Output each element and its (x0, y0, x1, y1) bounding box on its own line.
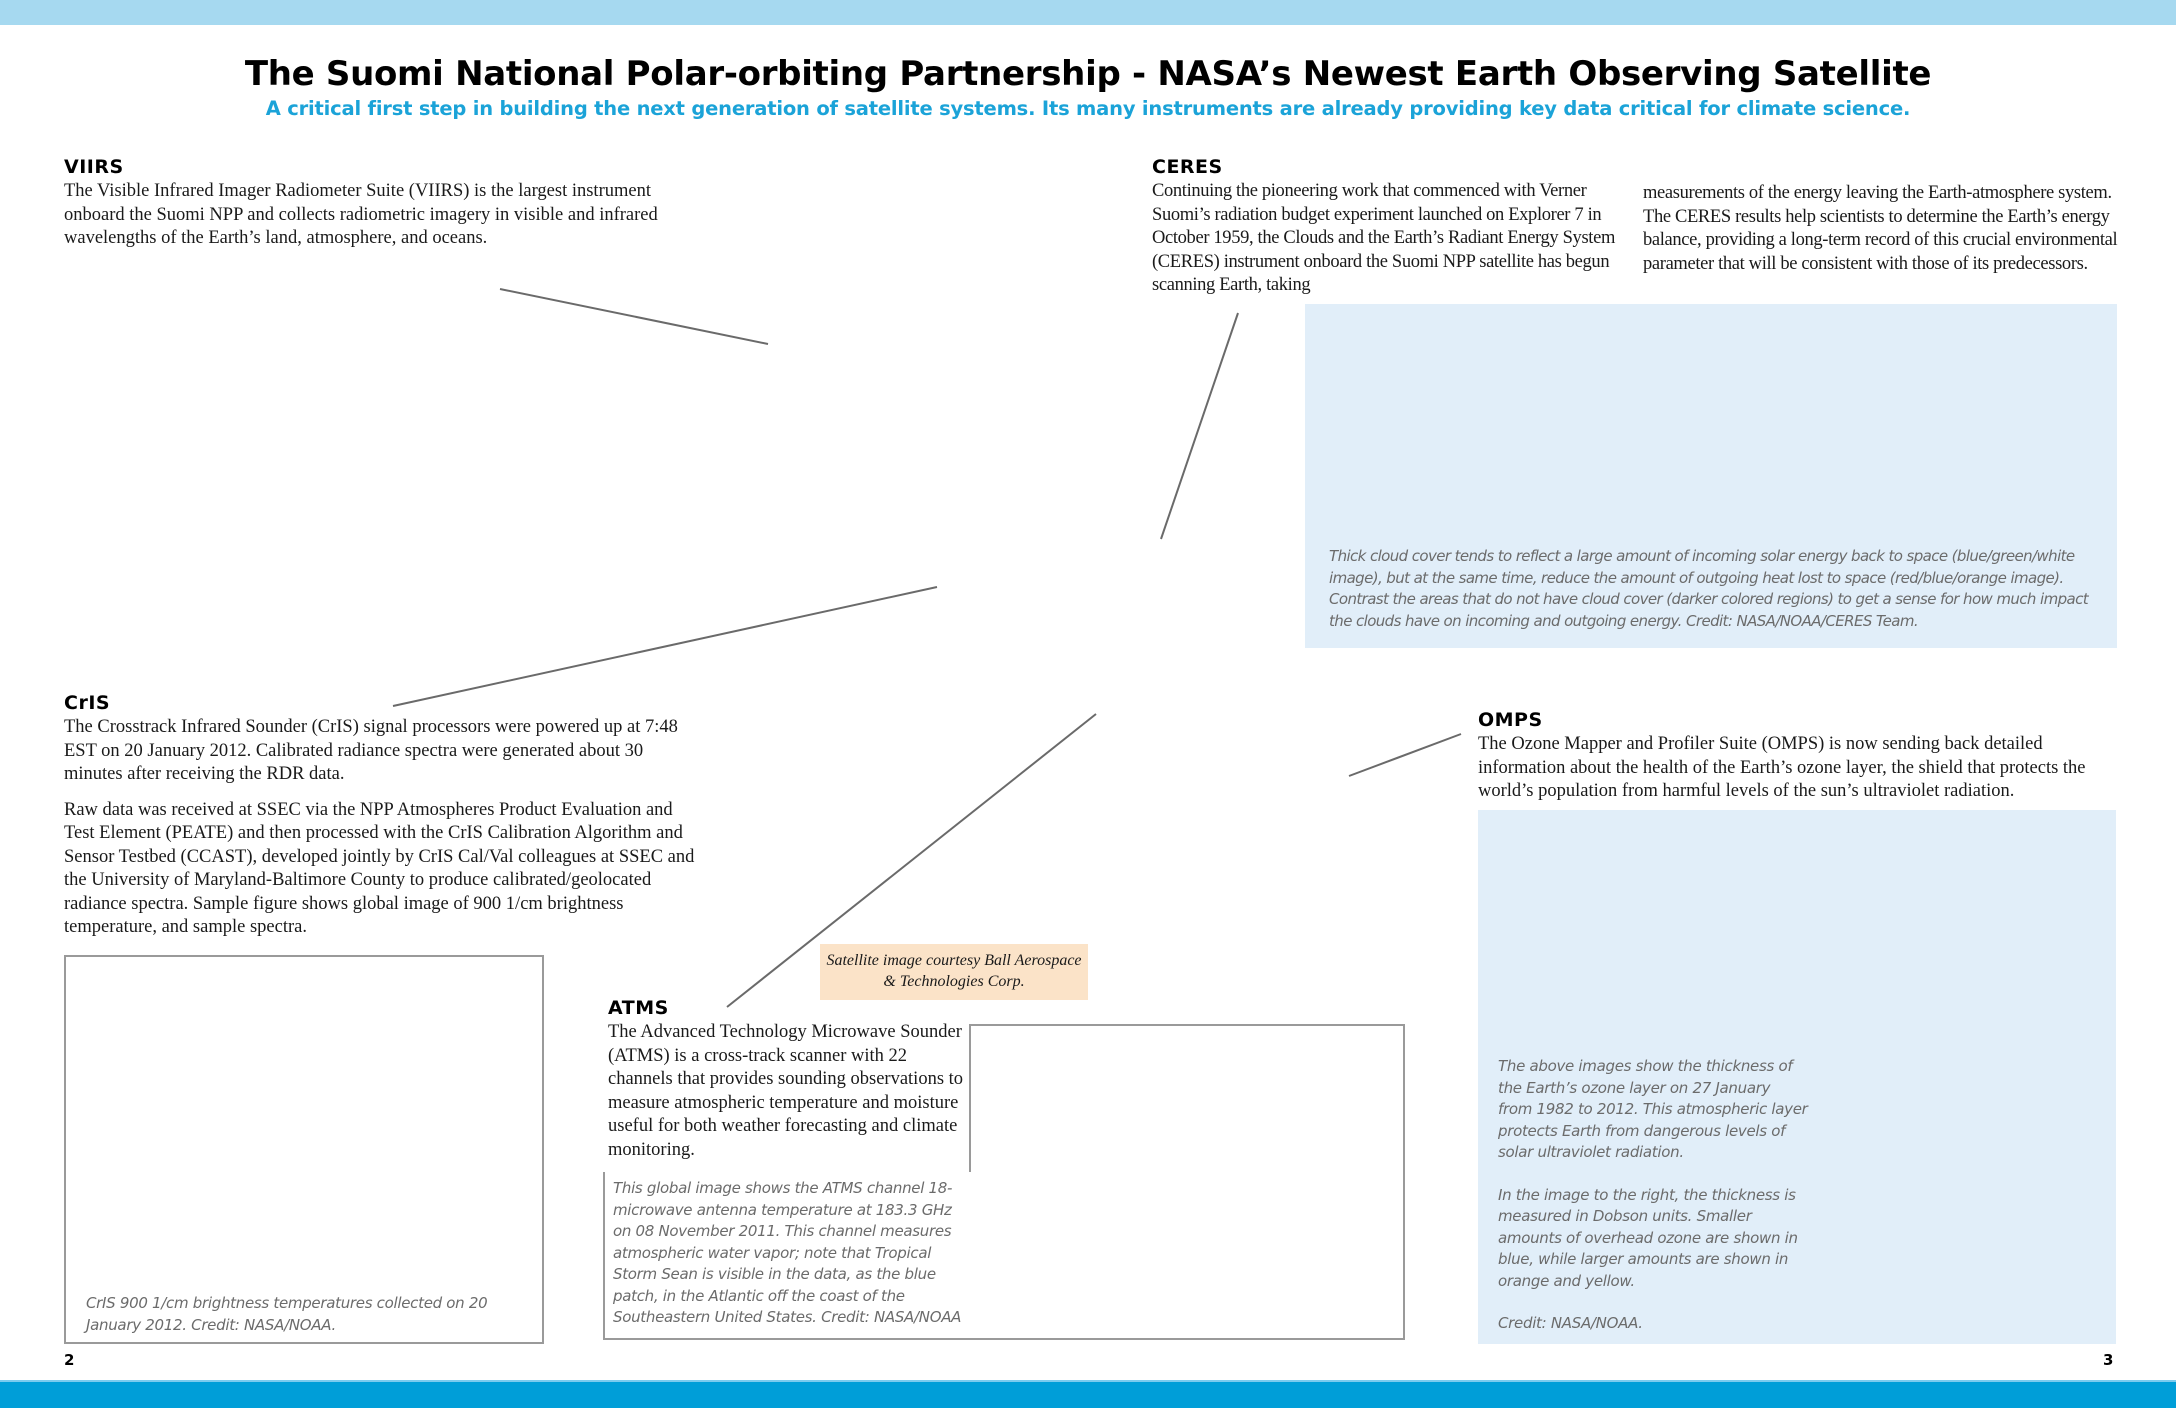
cris-paragraph-2: Raw data was received at SSEC via the NPP Atmospheres Product Evaluation and Test Element (PEATE) and then processed with the CrIS Calibration Algorithm and Sensor Testbed (CCAST), developed jointly by CrIS Cal/Val colleagues at SSEC and the University of Maryland-Baltimore County to produce calibrated/geolocated radiance spectra. Sample figure shows global image of 900 1/cm brightness temperature, and sample spectra. (64, 799, 695, 937)
ceres-image-caption: Thick cloud cover tends to reflect a large amount of incoming solar energy back to space (blue/green/white image), but at the same time, reduce the amount of outgoing heat lost to space (red/blue/orange image). Contrast the areas that do not have cloud cover (darker colored regions) to get a sense for how much impact the clouds have on incoming and outgoing energy. Credit: NASA/NOAA/CERES Team. (1329, 547, 2089, 630)
ceres-heading: CERES (1152, 156, 1223, 178)
bottom-color-bar (0, 1382, 2176, 1408)
cris-heading: CrIS (64, 692, 111, 714)
ceres-leader-line (1161, 313, 1238, 539)
viirs-heading: VIIRS (64, 156, 124, 178)
cris-image-frame (64, 955, 544, 1344)
ceres-description-column-2: measurements of the energy leaving the Earth-atmosphere system. The CERES results help scientists to determine the Earth’s energy balance, providing a long-term record of this crucial environmental parameter that will be consistent with those of its predecessors. (1643, 183, 2118, 274)
cris-paragraph-1: The Crosstrack Infrared Sounder (CrIS) signal processors were powered up at 7:48 EST on 20 January 2012. Calibrated radiance spectra were generated about 30 minutes after receiving the RDR data. (64, 717, 678, 784)
omps-caption-paragraph-1: The above images show the thickness of the Earth’s ozone layer on 27 January from 1982 to 2012. This atmospheric layer protects Earth from dangerous levels of solar ultraviolet radiation. (1498, 1057, 1808, 1161)
omps-image-caption (1498, 1056, 1808, 1335)
atms-frame-bottom-border (603, 1338, 1405, 1340)
atms-image-frame (969, 1024, 1405, 1340)
atms-image-caption: This global image shows the ATMS channel 18-microwave antenna temperature at 183.3 GHz on 08 November 2011. This channel measures atmospheric water vapor; note that Tropical Storm Sean is visible in the data, as the blue patch, in the Atlantic off the coast of the Southeastern United States. Credit: NASA/NOAA (613, 1179, 962, 1326)
omps-leader-line (1349, 734, 1461, 776)
cris-leader-line (393, 587, 937, 706)
page-subtitle: A critical first step in building the next generation of satellite systems. Its many instruments are already providing key data critical for climate science. (265, 97, 1911, 120)
page-number-left: 2 (64, 1351, 75, 1369)
ceres-image-panel (1305, 304, 2117, 648)
omps-heading: OMPS (1478, 709, 1543, 731)
atms-caption-frame (603, 1172, 971, 1340)
ceres-description-column-1: Continuing the pioneering work that commenced with Verner Suomi’s radiation budget experiment launched on Explorer 7 in October 1959, the Clouds and the Earth’s Radiant Energy System (CERES) instrument onboard the Suomi NPP satellite has begun scanning Earth, taking (1152, 181, 1615, 295)
top-color-bar (0, 0, 2176, 25)
cris-image-caption: CrIS 900 1/cm brightness temperatures collected on 20 January 2012. Credit: NASA/NOAA. (86, 1294, 488, 1334)
omps-caption-credit: Credit: NASA/NOAA. (1498, 1314, 1643, 1332)
satellite-image-credit: Satellite image courtesy Ball Aerospace & Technologies Corp. (820, 944, 1088, 1000)
omps-caption-paragraph-2: In the image to the right, the thickness is measured in Dobson units. Smaller amounts of overhead ozone are shown in blue, while larger amounts are shown in orange and yellow. (1498, 1185, 1798, 1290)
viirs-leader-line (500, 289, 768, 344)
omps-image-panel (1478, 810, 2116, 1344)
omps-description: The Ozone Mapper and Profiler Suite (OMPS) is now sending back detailed information about the health of the Earth’s ozone layer, the shield that protects the world’s population from harmful levels of the sun’s ultraviolet radiation. (1478, 734, 2086, 801)
viirs-description: The Visible Infrared Imager Radiometer Suite (VIIRS) is the largest instrument onboard the Suomi NPP and collects radiometric imagery in visible and infrared wavelengths of the Earth’s land, atmosphere, and oceans. (64, 181, 658, 248)
cris-description (64, 716, 704, 940)
page-title: The Suomi National Polar-orbiting Partnership - NASA’s Newest Earth Observing Satellite (244, 54, 1932, 94)
atms-heading: ATMS (608, 997, 669, 1019)
atms-description: The Advanced Technology Microwave Sounder (ATMS) is a cross-track scanner with 22 channels that provides sounding observations to measure atmospheric temperature and moisture useful for both weather forecasting and climate monitoring. (608, 1022, 964, 1160)
page-number-right: 3 (2103, 1351, 2114, 1369)
